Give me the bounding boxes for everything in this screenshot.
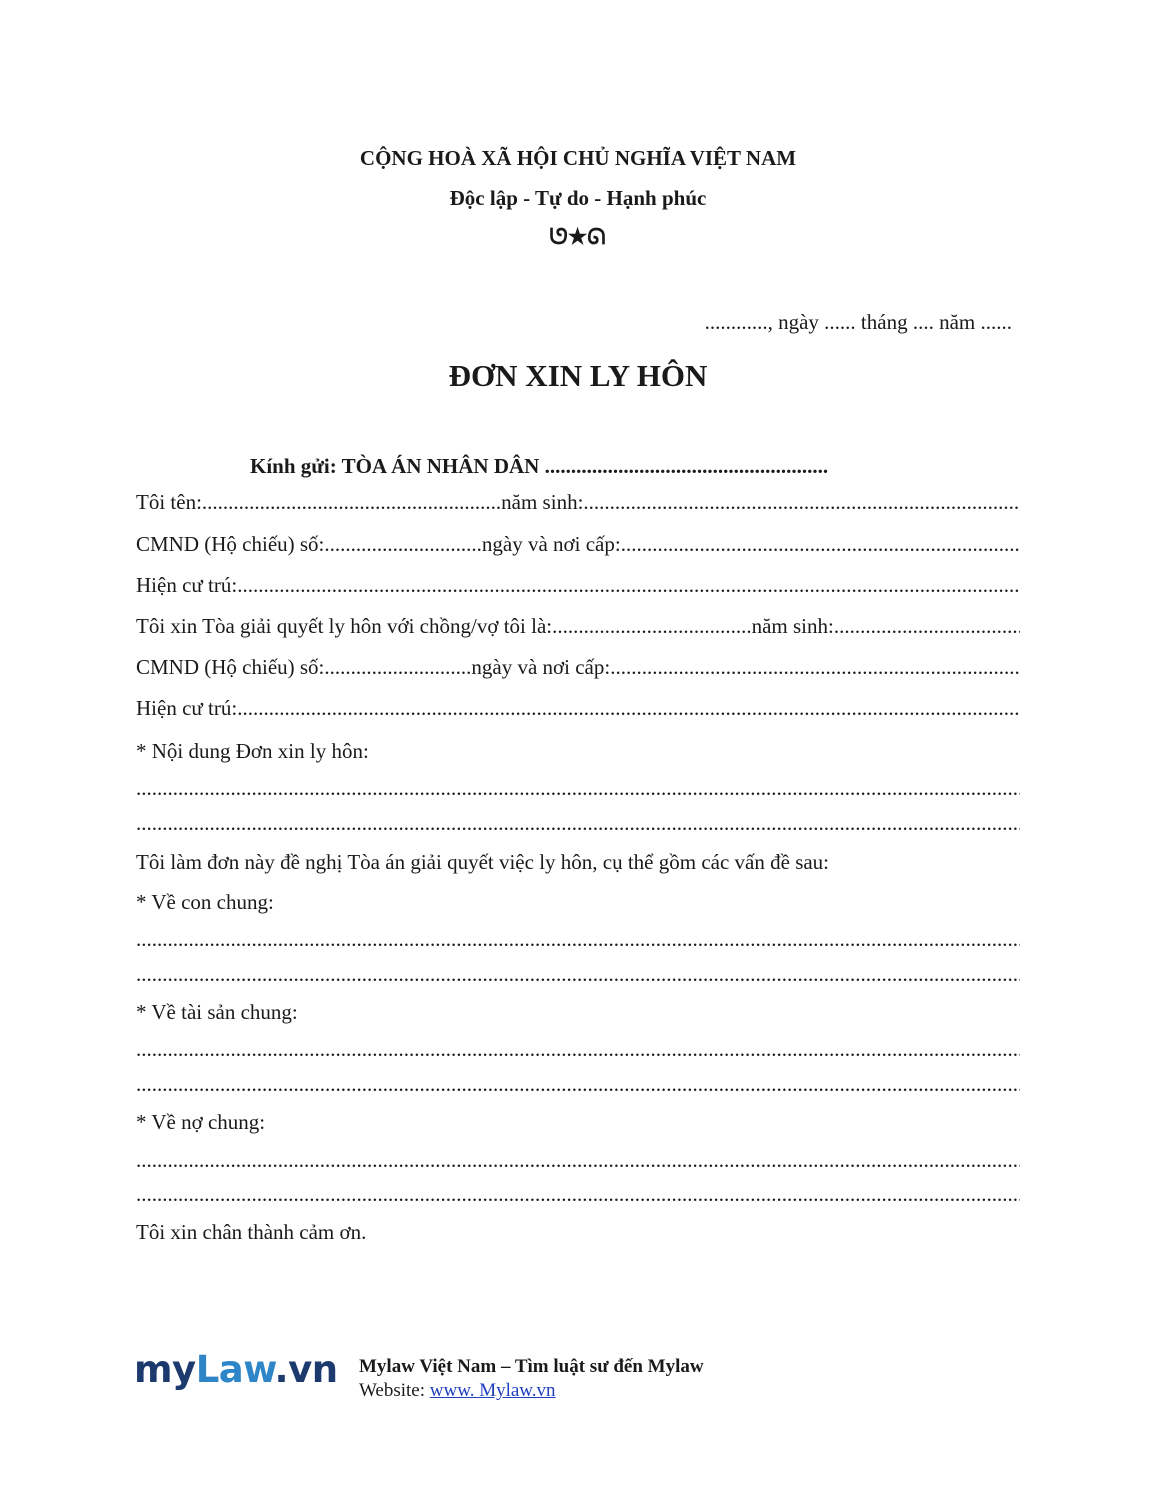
- birth-year-label: năm sinh:: [501, 490, 584, 514]
- debt-heading: * Về nợ chung:: [136, 1110, 266, 1134]
- spouse-residence-label: Hiện cư trú:: [136, 696, 238, 720]
- issue-label: ngày và nơi cấp:: [481, 532, 621, 556]
- issue-blank: [621, 532, 1020, 557]
- document-title: ĐƠN XIN LY HÔN: [448, 358, 708, 393]
- property-heading: * Về tài sản chung:: [136, 1000, 298, 1024]
- closing-thanks: Tôi xin chân thành cảm ơn.: [136, 1220, 367, 1244]
- debt-blank-line-2: [136, 1182, 1020, 1206]
- motto-heading: Độc lập - Tự do - Hạnh phúc: [449, 186, 707, 210]
- id-blank: ..............................: [324, 532, 482, 556]
- residence-row: [136, 573, 1020, 603]
- birth-year-blank: [583, 490, 1020, 515]
- name-row: [136, 490, 1020, 520]
- property-blank-line-1: [136, 1037, 1020, 1061]
- logo-part-law: Law: [195, 1348, 275, 1391]
- name-blank: .........................................................: [201, 490, 502, 514]
- spouse-birth-label: năm sinh:: [751, 614, 834, 638]
- spouse-issue-blank: [610, 655, 1020, 680]
- id-row: [136, 532, 1020, 562]
- spouse-id-label: CMND (Hộ chiếu) số:: [136, 655, 325, 679]
- logo-part-my: my: [134, 1348, 196, 1391]
- footer-tagline: Mylaw Việt Nam – Tìm luật sư đến Mylaw: [359, 1356, 704, 1377]
- id-label: CMND (Hộ chiếu) số:: [136, 532, 325, 556]
- debt-blank-line-1: [136, 1148, 1020, 1172]
- content-heading: * Nội dung Đơn xin ly hôn:: [136, 739, 369, 763]
- content-blank-line-2: [136, 811, 1020, 835]
- recipient-line: Kính gửi: TÒA ÁN NHÂN DÂN ......................................................: [250, 454, 829, 478]
- website-label: Website:: [359, 1380, 430, 1401]
- nation-heading: CỘNG HOÀ XÃ HỘI CHỦ NGHĨA VIỆT NAM: [359, 146, 797, 170]
- children-blank-line-2: [136, 962, 1020, 986]
- name-label: Tôi tên:: [136, 490, 202, 514]
- ornament-divider: ᘎ★ᘏ: [549, 224, 607, 249]
- date-line: ............, ngày ...... tháng .... năm ......: [704, 310, 1012, 334]
- spouse-label: Tôi xin Tòa giải quyết ly hôn với chồng/vợ tôi là:: [136, 614, 553, 638]
- children-blank-line-1: [136, 927, 1020, 951]
- property-blank-line-2: [136, 1072, 1020, 1096]
- spouse-blank: ......................................: [552, 614, 752, 638]
- spouse-row: [136, 614, 1020, 644]
- residence-blank: [237, 573, 1020, 598]
- residence-label: Hiện cư trú:: [136, 573, 238, 597]
- children-heading: * Về con chung:: [136, 890, 274, 914]
- spouse-residence-row: [136, 696, 1020, 726]
- spouse-birth-blank: [834, 614, 1020, 639]
- content-blank-line-1: [136, 776, 1020, 800]
- mylaw-logo: [134, 1348, 338, 1391]
- spouse-id-blank: ............................: [324, 655, 472, 679]
- website-link[interactable]: www. Mylaw.vn: [429, 1380, 556, 1401]
- spouse-residence-blank: [237, 696, 1020, 721]
- spouse-issue-label: ngày và nơi cấp:: [471, 655, 611, 679]
- footer-website: [359, 1380, 556, 1402]
- request-paragraph: Tôi làm đơn này đề nghị Tòa án giải quyết việc ly hôn, cụ thể gồm các vấn đề sau:: [136, 850, 830, 874]
- logo-part-vn: .vn: [274, 1348, 338, 1391]
- spouse-id-row: [136, 655, 1020, 685]
